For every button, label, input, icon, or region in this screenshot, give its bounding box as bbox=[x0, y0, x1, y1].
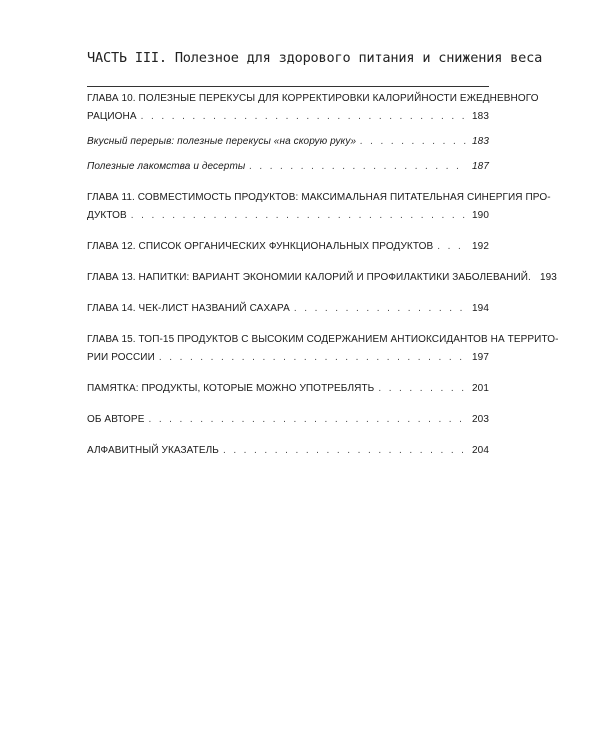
toc-entry-page: 194 bbox=[472, 303, 489, 314]
leader-dots bbox=[294, 300, 467, 318]
leader-dots bbox=[223, 442, 467, 460]
toc-entry-page: 183 bbox=[472, 111, 489, 122]
toc-entry-page: 187 bbox=[472, 161, 489, 172]
leader-dots bbox=[148, 411, 467, 429]
toc-entry-chapter-10[interactable] bbox=[87, 90, 539, 126]
toc-entry-title: ГЛАВА 11. СОВМЕСТИМОСТЬ ПРОДУКТОВ: МАКСИМАЛЬНАЯ ПИТАТЕЛЬНАЯ СИНЕРГИЯ ПРО- bbox=[87, 192, 551, 203]
toc-entry-page: 197 bbox=[472, 352, 489, 363]
toc-entry-title: Полезные лакомства и десерты bbox=[87, 161, 246, 172]
toc-entry-memo[interactable] bbox=[87, 380, 489, 398]
leader-dots bbox=[249, 158, 467, 176]
toc-entry-title-cont: РАЦИОНА bbox=[87, 111, 137, 122]
toc-entry-title: ГЛАВА 10. ПОЛЕЗНЫЕ ПЕРЕКУСЫ ДЛЯ КОРРЕКТИРОВКИ КАЛОРИЙНОСТИ ЕЖЕДНЕВНОГО bbox=[87, 93, 539, 104]
toc-entry-chapter-11[interactable] bbox=[87, 189, 551, 225]
toc-entry-title: Вкусный перерыв: полезные перекусы «на скорую руку» bbox=[87, 136, 357, 147]
toc-entry-page: 204 bbox=[472, 445, 489, 456]
table-of-contents bbox=[87, 90, 559, 473]
toc-entry-index[interactable] bbox=[87, 442, 489, 460]
toc-entry-title: ОБ АВТОРЕ bbox=[87, 414, 145, 425]
leader-dots bbox=[159, 349, 467, 367]
leader-dots bbox=[141, 108, 467, 126]
toc-entry-title: ГЛАВА 14. ЧЕК-ЛИСТ НАЗВАНИЙ САХАРА bbox=[87, 303, 290, 314]
toc-entry-quick-snacks[interactable] bbox=[87, 133, 489, 151]
toc-entry-title: ГЛАВА 13. НАПИТКИ: ВАРИАНТ ЭКОНОМИИ КАЛОРИЙ И ПРОФИЛАКТИКИ ЗАБОЛЕВАНИЙ. bbox=[87, 272, 531, 283]
toc-entry-page: 183 bbox=[472, 136, 489, 147]
toc-entry-chapter-14[interactable] bbox=[87, 300, 489, 318]
toc-entry-title: ГЛАВА 12. СПИСОК ОРГАНИЧЕСКИХ ФУНКЦИОНАЛЬНЫХ ПРОДУКТОВ bbox=[87, 241, 434, 252]
divider bbox=[87, 86, 489, 87]
toc-entry-title-cont: РИИ РОССИИ bbox=[87, 352, 155, 363]
part-title: ЧАСТЬ III. Полезное для здорового питания и снижения веса bbox=[87, 50, 543, 66]
toc-entry-page: 192 bbox=[472, 241, 489, 252]
toc-entry-title: ГЛАВА 15. ТОП-15 ПРОДУКТОВ С ВЫСОКИМ СОДЕРЖАНИЕМ АНТИОКСИДАНТОВ НА ТЕРРИТО- bbox=[87, 334, 559, 345]
toc-entry-chapter-15[interactable] bbox=[87, 331, 559, 367]
toc-entry-about-author[interactable] bbox=[87, 411, 489, 429]
toc-entry-title: ПАМЯТКА: ПРОДУКТЫ, КОТОРЫЕ МОЖНО УПОТРЕБЛЯТЬ bbox=[87, 383, 375, 394]
toc-entry-desserts[interactable] bbox=[87, 158, 489, 176]
toc-entry-title-cont: ДУКТОВ bbox=[87, 210, 127, 221]
toc-entry-page: 201 bbox=[472, 383, 489, 394]
toc-entry-page: 193 bbox=[539, 272, 557, 283]
toc-entry-chapter-12[interactable] bbox=[87, 238, 489, 256]
toc-entry-page: 203 bbox=[472, 414, 489, 425]
toc-entry-page: 190 bbox=[472, 210, 489, 221]
leader-dots bbox=[131, 207, 467, 225]
toc-entry-chapter-13[interactable] bbox=[87, 269, 557, 287]
leader-dots bbox=[437, 238, 467, 256]
leader-dots bbox=[378, 380, 467, 398]
leader-dots bbox=[360, 133, 467, 151]
toc-entry-title: АЛФАВИТНЫЙ УКАЗАТЕЛЬ bbox=[87, 445, 219, 456]
